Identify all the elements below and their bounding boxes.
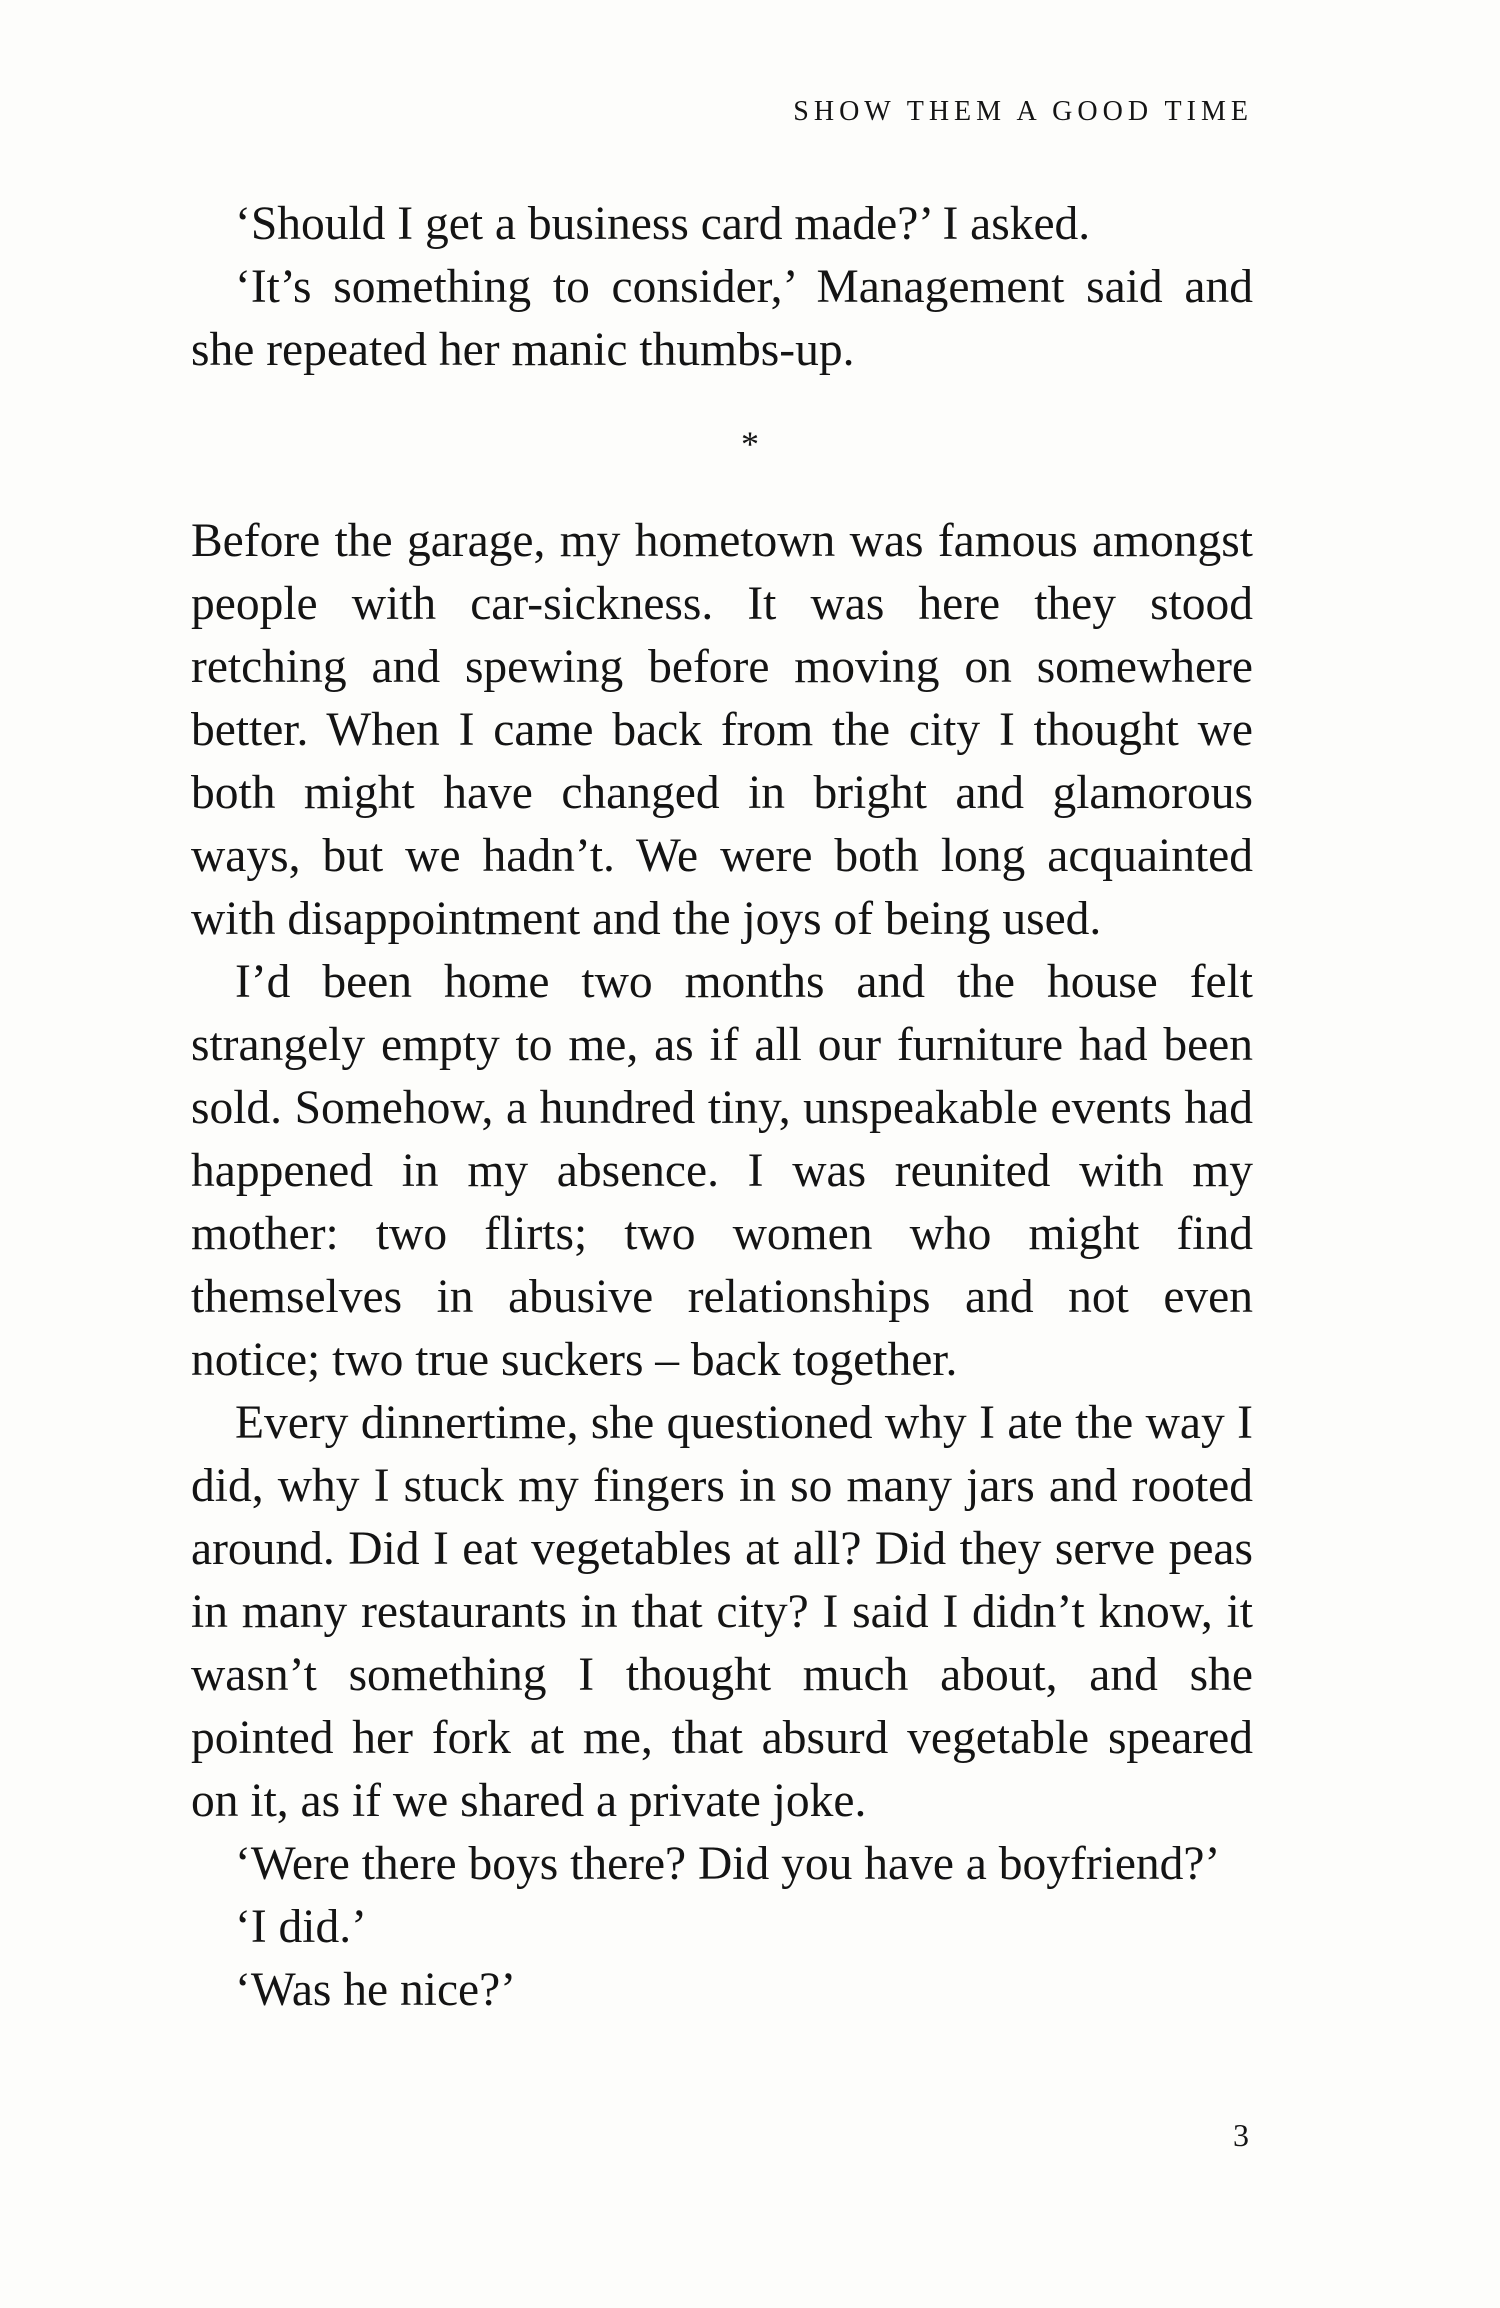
dialogue-line: ‘I did.’: [235, 1901, 367, 1953]
scene-break-asterisk: *: [741, 424, 759, 464]
page-number: 3: [1233, 2117, 1249, 2153]
dialogue-line: ‘Were there boys there? Did you have a boyfriend?’: [235, 1838, 1221, 1890]
paragraph: Every dinnertime, she questioned why I ate the way I did, why I stuck my fingers in so many jars and rooted around. Did I eat vegetables at all? Did they serve peas in many restaurants in that city? I said I didn’t know, it wasn’t something I thought much about, and she pointed her fork at me, that absurd vegetable speared on it, as if we shared a private joke.: [191, 1397, 1253, 1827]
dialogue-line: ‘Was he nice?’: [235, 1964, 517, 2016]
paragraph: Before the garage, my hometown was famous amongst people with car-sickness. It was here they stood retching and spewing before moving on somewhere better. When I came back from the city I thought we both might have changed in bright and glamorous ways, but we hadn’t. We were both long acquainted with disappointment and the joys of being used.: [191, 515, 1253, 945]
body-text: [191, 510, 1253, 2022]
paragraph: I’d been home two months and the house felt strangely empty to me, as if all our furniture had been sold. Somehow, a hundred tiny, unspeakable events had happened in my absence. I was reunited with my mother: two flirts; two women who might find themselves in abusive relationships and not even notice; two true suckers – back together.: [191, 956, 1253, 1386]
dialogue-line: ‘Should I get a business card made?’ I asked.: [235, 198, 1091, 250]
dialogue-line: ‘It’s something to consider,’ Management said and she repeated her manic thumbs-up.: [191, 261, 1253, 376]
opening-dialogue: [191, 193, 1253, 382]
running-head: SHOW THEM A GOOD TIME: [793, 96, 1253, 127]
